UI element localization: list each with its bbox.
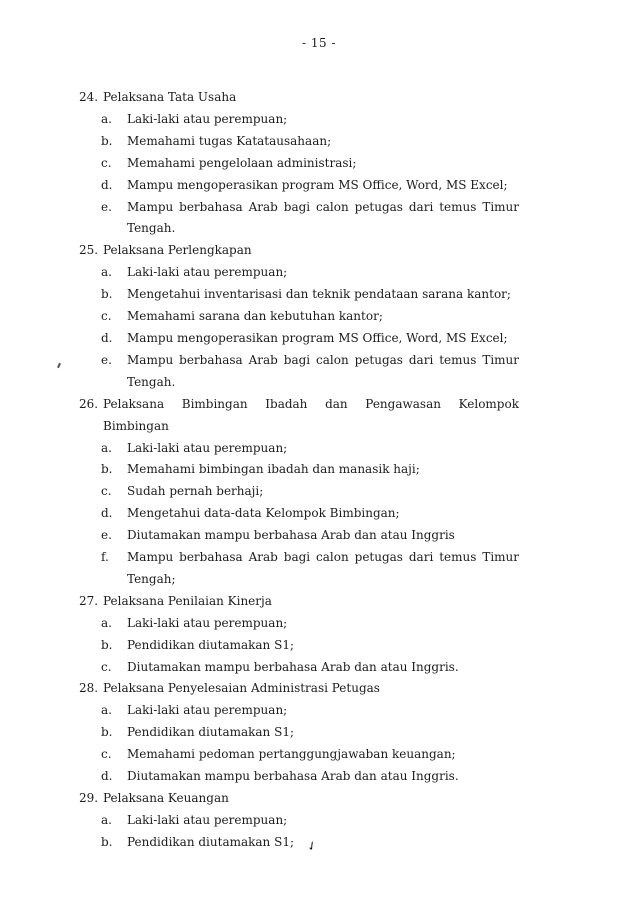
section-heading: [79, 678, 519, 700]
section-number: 25.: [79, 243, 99, 258]
list-item: [79, 503, 519, 525]
requirements-list: [79, 87, 519, 854]
section-title: Pelaksana Keuangan: [103, 791, 229, 805]
list-item: [79, 197, 519, 219]
list-item: [79, 131, 519, 153]
section-heading: [79, 788, 519, 810]
item-text: Mampu berbahasa Arab bagi calon petugas dari temus Timur: [127, 550, 519, 565]
section-heading: [79, 591, 519, 613]
section-number: 29.: [79, 791, 99, 805]
list-item: [79, 700, 519, 722]
item-text: Memahami pengelolaan administrasi;: [127, 155, 357, 170]
item-text: Diutamakan mampu berbahasa Arab dan atau Inggris: [127, 528, 455, 543]
item-text: Mampu berbahasa Arab bagi calon petugas dari temus Timur: [127, 199, 519, 214]
list-item: [79, 284, 519, 306]
section-title: Pelaksana Penyelesaian Administrasi Petugas: [103, 681, 380, 696]
item-letter: b.: [101, 287, 113, 302]
list-item: [79, 832, 519, 854]
item-letter: a.: [101, 111, 112, 126]
item-letter: b.: [101, 462, 113, 477]
list-item: [79, 481, 519, 503]
item-letter: e.: [101, 199, 112, 214]
list-item: [79, 547, 519, 569]
section: [79, 394, 519, 591]
section: [79, 87, 519, 240]
item-text: Laki-laki atau perempuan;: [127, 111, 288, 126]
item-letter: e.: [101, 528, 112, 543]
item-text: Laki-laki atau perempuan;: [127, 812, 288, 827]
item-letter: b.: [101, 725, 113, 740]
item-text: Laki-laki atau perempuan;: [127, 703, 288, 718]
item-text: Diutamakan mampu berbahasa Arab dan atau Inggris.: [127, 659, 459, 674]
list-item: [79, 525, 519, 547]
item-text: Memahami tugas Katatausahaan;: [127, 133, 332, 148]
section: [79, 591, 519, 679]
item-text: Pendidikan diutamakan S1;: [127, 725, 294, 740]
section-number: 24.: [79, 90, 99, 104]
section: [79, 788, 519, 854]
section-number: 28.: [79, 681, 99, 696]
item-letter: c.: [101, 747, 112, 762]
list-item: [79, 109, 519, 131]
item-text: Pendidikan diutamakan S1;: [127, 637, 294, 652]
list-item: [79, 744, 519, 766]
list-item: [79, 613, 519, 635]
item-text: Pendidikan diutamakan S1;: [127, 834, 294, 849]
item-letter: d.: [101, 177, 113, 192]
section-title: Pelaksana Tata Usaha: [103, 90, 237, 104]
list-item: [79, 328, 519, 350]
item-text-continuation: Tengah;: [127, 571, 176, 586]
item-text: Diutamakan mampu berbahasa Arab dan atau Inggris.: [127, 769, 459, 784]
item-letter: a.: [101, 703, 112, 718]
item-letter: b.: [101, 637, 113, 652]
list-item: [79, 810, 519, 832]
section-heading: [79, 394, 519, 416]
item-text-continuation: Tengah.: [127, 221, 176, 236]
item-letter: e.: [101, 352, 112, 367]
item-letter: a.: [101, 812, 112, 827]
section-title: Pelaksana Perlengkapan: [103, 243, 252, 258]
item-letter: d.: [101, 769, 113, 784]
list-item: [79, 635, 519, 657]
list-item: [79, 350, 519, 372]
item-text: Mengetahui data-data Kelompok Bimbingan;: [127, 506, 400, 521]
list-item: [79, 438, 519, 460]
list-item: [79, 262, 519, 284]
section-title: Pelaksana Bimbingan Ibadah dan Pengawasan Kelompok: [103, 396, 519, 411]
list-item: [79, 657, 519, 679]
section-title-continuation: Bimbingan: [103, 418, 169, 433]
item-letter: f.: [101, 550, 109, 565]
list-item: [79, 722, 519, 744]
item-text: Mengetahui inventarisasi dan teknik pendataan sarana kantor;: [127, 287, 511, 302]
item-text: Mampu berbahasa Arab bagi calon petugas dari temus Timur: [127, 352, 519, 367]
section-heading: [79, 87, 519, 109]
item-text: Laki-laki atau perempuan;: [127, 265, 288, 280]
item-letter: c.: [101, 309, 112, 324]
item-letter: c.: [101, 659, 112, 674]
list-item: [79, 153, 519, 175]
item-text-continuation: Tengah.: [127, 374, 176, 389]
item-text: Sudah pernah berhaji;: [127, 484, 264, 499]
item-text: Laki-laki atau perempuan;: [127, 615, 288, 630]
section-title: Pelaksana Penilaian Kinerja: [103, 593, 272, 608]
item-text: Memahami bimbingan ibadah dan manasik haji;: [127, 462, 420, 477]
item-text: Memahami pedoman pertanggungjawaban keuangan;: [127, 747, 456, 762]
item-text: Memahami sarana dan kebutuhan kantor;: [127, 309, 383, 324]
item-letter: c.: [101, 155, 112, 170]
item-letter: b.: [101, 133, 113, 148]
list-item: [79, 175, 519, 197]
item-letter: c.: [101, 484, 112, 499]
item-letter: d.: [101, 330, 113, 345]
section: [79, 678, 519, 788]
list-item: [79, 306, 519, 328]
scan-speck: [57, 363, 61, 368]
item-letter: d.: [101, 506, 113, 521]
item-text: Mampu mengoperasikan program MS Office, Word, MS Excel;: [127, 177, 508, 192]
item-text: Laki-laki atau perempuan;: [127, 440, 288, 455]
page-number: - 15 -: [301, 36, 336, 50]
item-letter: a.: [101, 615, 112, 630]
handwritten-mark: ✓: [304, 837, 320, 855]
list-item: [79, 459, 519, 481]
section-number: 27.: [79, 593, 99, 608]
list-item: [79, 766, 519, 788]
section: [79, 240, 519, 393]
item-text: Mampu mengoperasikan program MS Office, Word, MS Excel;: [127, 330, 508, 345]
section-number: 26.: [79, 396, 99, 411]
section-heading: [79, 240, 519, 262]
item-letter: a.: [101, 440, 112, 455]
item-letter: b.: [101, 834, 113, 849]
item-letter: a.: [101, 265, 112, 280]
